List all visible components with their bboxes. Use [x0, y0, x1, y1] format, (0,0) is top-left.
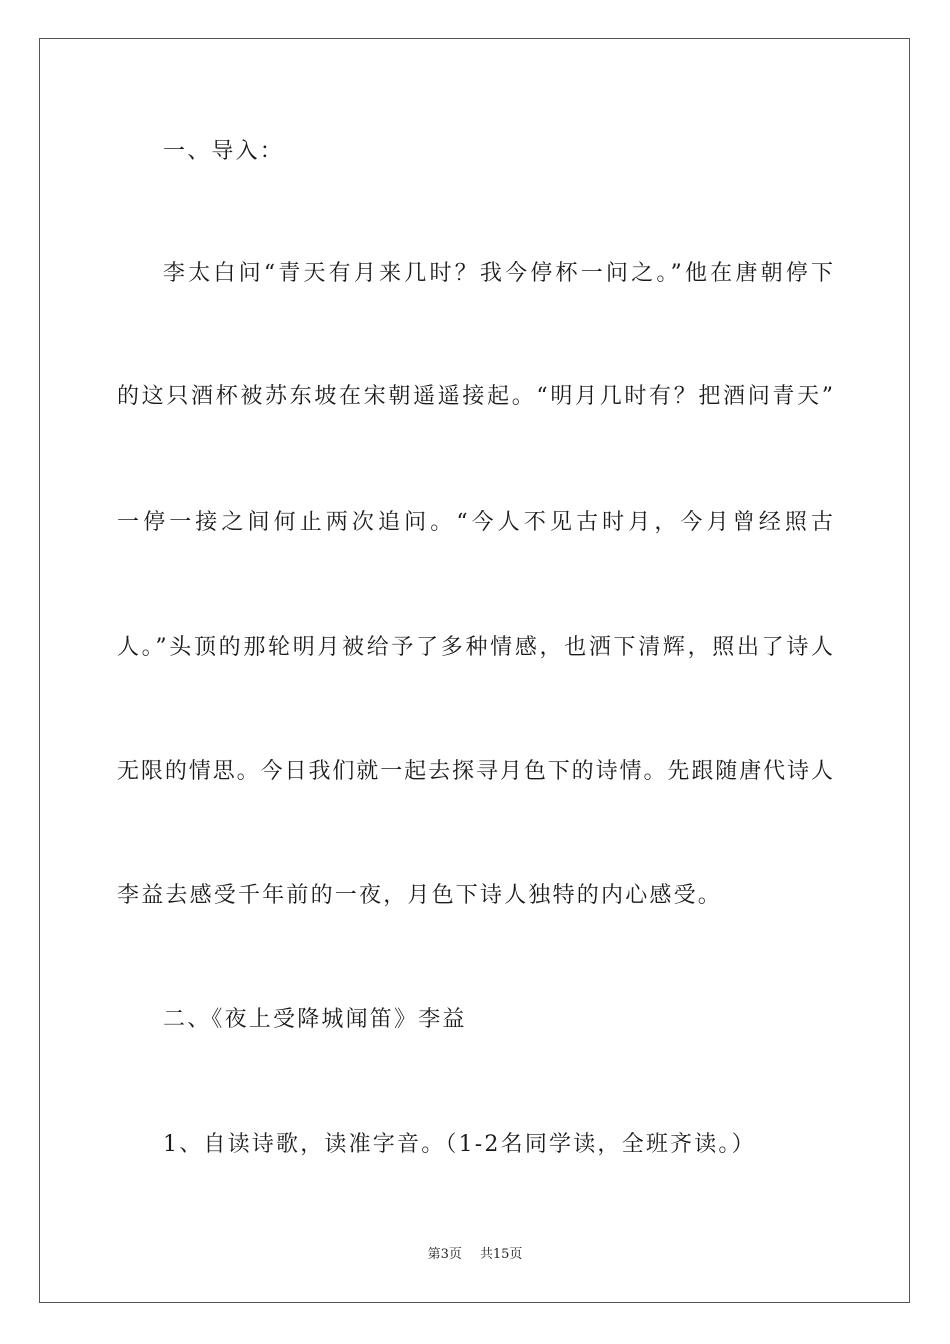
page-number: 第3页 — [427, 1247, 462, 1262]
section-heading-intro: 一、导入： — [163, 139, 285, 164]
page-border — [39, 38, 910, 1303]
body-line-3: 一停一接之间何止两次追问。“今人不见古时月，今月曾经照古 — [117, 510, 833, 535]
body-line-4: 人。”头顶的那轮明月被给予了多种情感，也洒下清辉，照出了诗人 — [117, 635, 833, 660]
page-footer — [0, 1246, 950, 1264]
body-line-5: 无限的情思。今日我们就一起去探寻月色下的诗情。先跟随唐代诗人 — [117, 759, 833, 784]
page-total: 共15页 — [479, 1247, 523, 1262]
section-heading-poem: 二、《夜上受降城闻笛》李益 — [163, 1007, 467, 1032]
list-item-1: 1、自读诗歌，读准字音。（1-2名同学读，全班齐读。） — [163, 1132, 756, 1157]
body-line-1: 李太白问“青天有月来几时？我今停杯一问之。”他在唐朝停下 — [163, 261, 833, 286]
body-line-6: 李益去感受千年前的一夜，月色下诗人独特的内心感受。 — [117, 883, 723, 908]
body-line-2: 的这只酒杯被苏东坡在宋朝遥遥接起。“明月几时有？把酒问青天” — [117, 384, 833, 409]
